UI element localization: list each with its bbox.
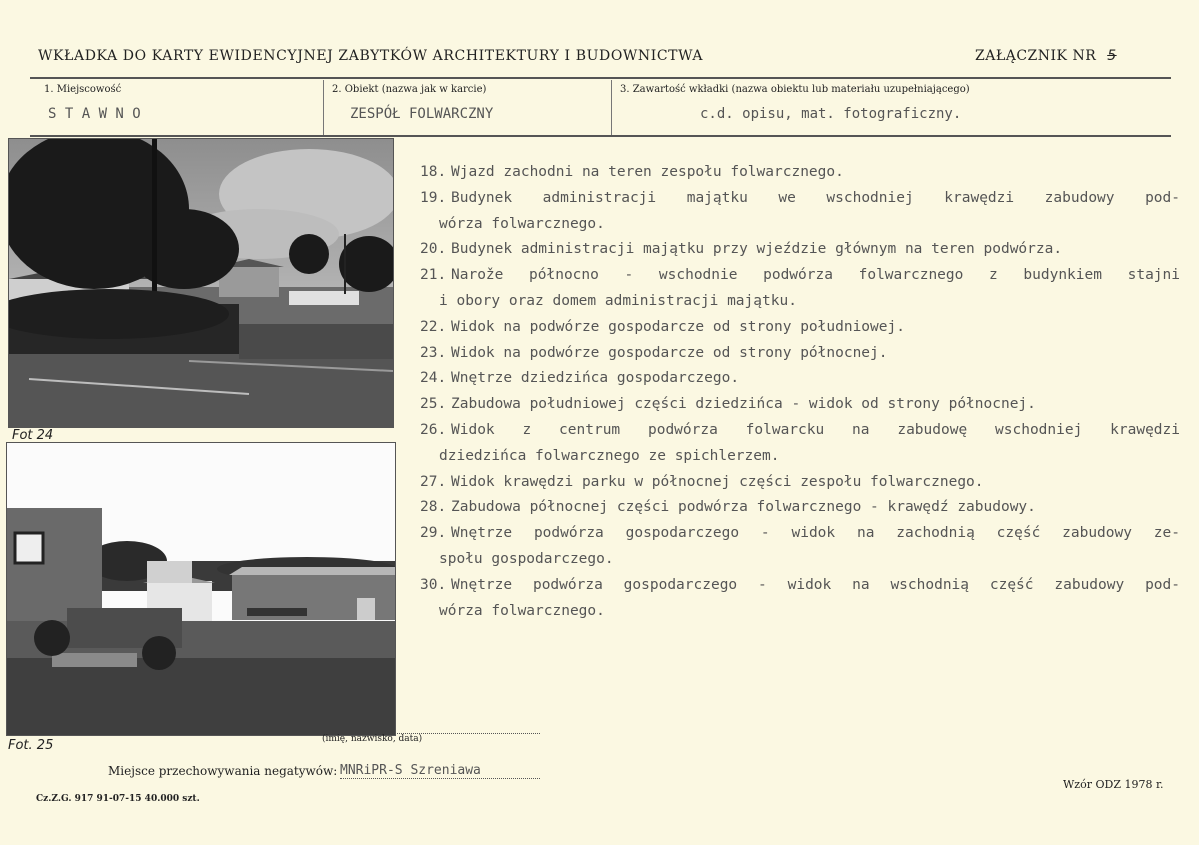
print-info: Cz.Z.G. 917 91-07-15 40.000 szt. [36, 794, 200, 804]
description-item [420, 237, 1180, 263]
description-item [420, 573, 1180, 599]
description-text: Widok na podwórze gospodarcze od strony południowej. [451, 318, 905, 335]
attachment-label-text: ZAŁĄCZNIK NR [975, 48, 1097, 64]
location-value: S T A W N O [48, 106, 141, 122]
description-number: 21. [420, 267, 447, 284]
farm-entrance-photo [9, 139, 393, 427]
description-text: Widok krawędzi parku w północnej części zespołu folwarcznego. [451, 473, 984, 490]
description-continuation: wórza folwarcznego. [439, 602, 605, 619]
description-number: 25. [420, 396, 447, 413]
description-text: Narože północno - wschodnie podwórza folwarcznego z budynkiem stajni [451, 267, 1180, 284]
description-continuation: dziedzińca folwarcznego ze spichlerzem. [439, 447, 780, 464]
description-text: Budynek administracji majątku przy wjeździe głównym na teren podwórza. [451, 241, 1063, 258]
description-text: Budynek administracji majątku we wschodniej krawędzi zabudowy pod- [451, 189, 1180, 206]
description-continuation: i obory oraz domem administracji majątku. [439, 292, 797, 309]
description-number: 20. [420, 241, 447, 258]
description-number: 18. [420, 164, 447, 180]
description-number: 19. [420, 189, 447, 206]
description-continuation: społu gospodarczego. [439, 550, 614, 567]
description-text: Wnętrze podwórza gospodarczego - widok na wschodnią część zabudowy pod- [451, 576, 1180, 593]
farmyard-trailer-photo [7, 443, 395, 735]
header-top-rule [30, 77, 1171, 79]
description-item [420, 521, 1180, 547]
negatives-storage-label: Miejsce przechowywania negatywów: [108, 764, 338, 778]
attachment-label [975, 48, 1117, 64]
photo-25-caption: Fot. 25 [8, 738, 54, 753]
description-text: Wnętrze dziedzińca gospodarczego. [451, 370, 740, 387]
description-item [420, 418, 1180, 444]
description-item [420, 160, 1180, 186]
form-title: WKŁADKA DO KARTY EWIDENCYJNEJ ZABYTKÓW ARCHITEKTURY I BUDOWNICTWA [38, 48, 704, 64]
description-text: Zabudowa południowej części dziedzińca - widok od strony północnej. [451, 396, 1036, 413]
field-divider-2 [611, 80, 612, 136]
description-item [420, 495, 1180, 521]
description-number: 24. [420, 370, 447, 387]
description-number: 27. [420, 473, 447, 490]
description-text: Wjazd zachodni na teren zespołu folwarcznego. [451, 164, 844, 180]
description-item [420, 366, 1180, 392]
content-label: 3. Zawartość wkładki (nazwa obiektu lub materiału uzupełniającego) [620, 84, 970, 95]
field-divider-1 [323, 80, 324, 136]
description-text: Widok z centrum podwórza folwarcku na zabudowę wschodniej krawędzi [451, 421, 1180, 438]
description-item [420, 392, 1180, 418]
description-number: 23. [420, 344, 447, 361]
photo-fot-24 [8, 138, 394, 428]
description-item [420, 263, 1180, 289]
object-value: ZESPÓŁ FOLWARCZNY [350, 106, 494, 122]
location-label: 1. Miejscowość [44, 84, 122, 95]
description-item [420, 470, 1180, 496]
photo-fot-25 [6, 442, 396, 736]
description-item [420, 341, 1180, 367]
attachment-number: 5 [1107, 48, 1117, 64]
content-value: c.d. opisu, mat. fotograficzny. [700, 106, 962, 122]
description-number: 28. [420, 499, 447, 516]
description-text: Wnętrze podwórza gospodarczego - widok na zachodnią część zabudowy ze- [451, 525, 1180, 542]
description-item [420, 186, 1180, 212]
description-text: Zabudowa północnej części podwórza folwarcznego - krawędź zabudowy. [451, 499, 1036, 516]
signature-hint: (imię, nazwisko, data) [322, 734, 423, 744]
photo-24-caption: Fot 24 [12, 428, 54, 443]
form-model: Wzór ODZ 1978 r. [1063, 778, 1164, 791]
description-number: 30. [420, 576, 447, 593]
photo-descriptions-list [420, 160, 1180, 624]
description-continuation: wórza folwarcznego. [439, 215, 605, 232]
description-text: Widok na podwórze gospodarcze od strony północnej. [451, 344, 888, 361]
description-item [420, 315, 1180, 341]
description-number: 26. [420, 421, 447, 438]
description-number: 22. [420, 318, 447, 335]
fields-bottom-rule [30, 135, 1171, 137]
object-label: 2. Obiekt (nazwa jak w karcie) [332, 84, 487, 95]
description-number: 29. [420, 525, 447, 542]
negatives-storage-value: MNRiPR-S Szreniawa [340, 763, 540, 779]
